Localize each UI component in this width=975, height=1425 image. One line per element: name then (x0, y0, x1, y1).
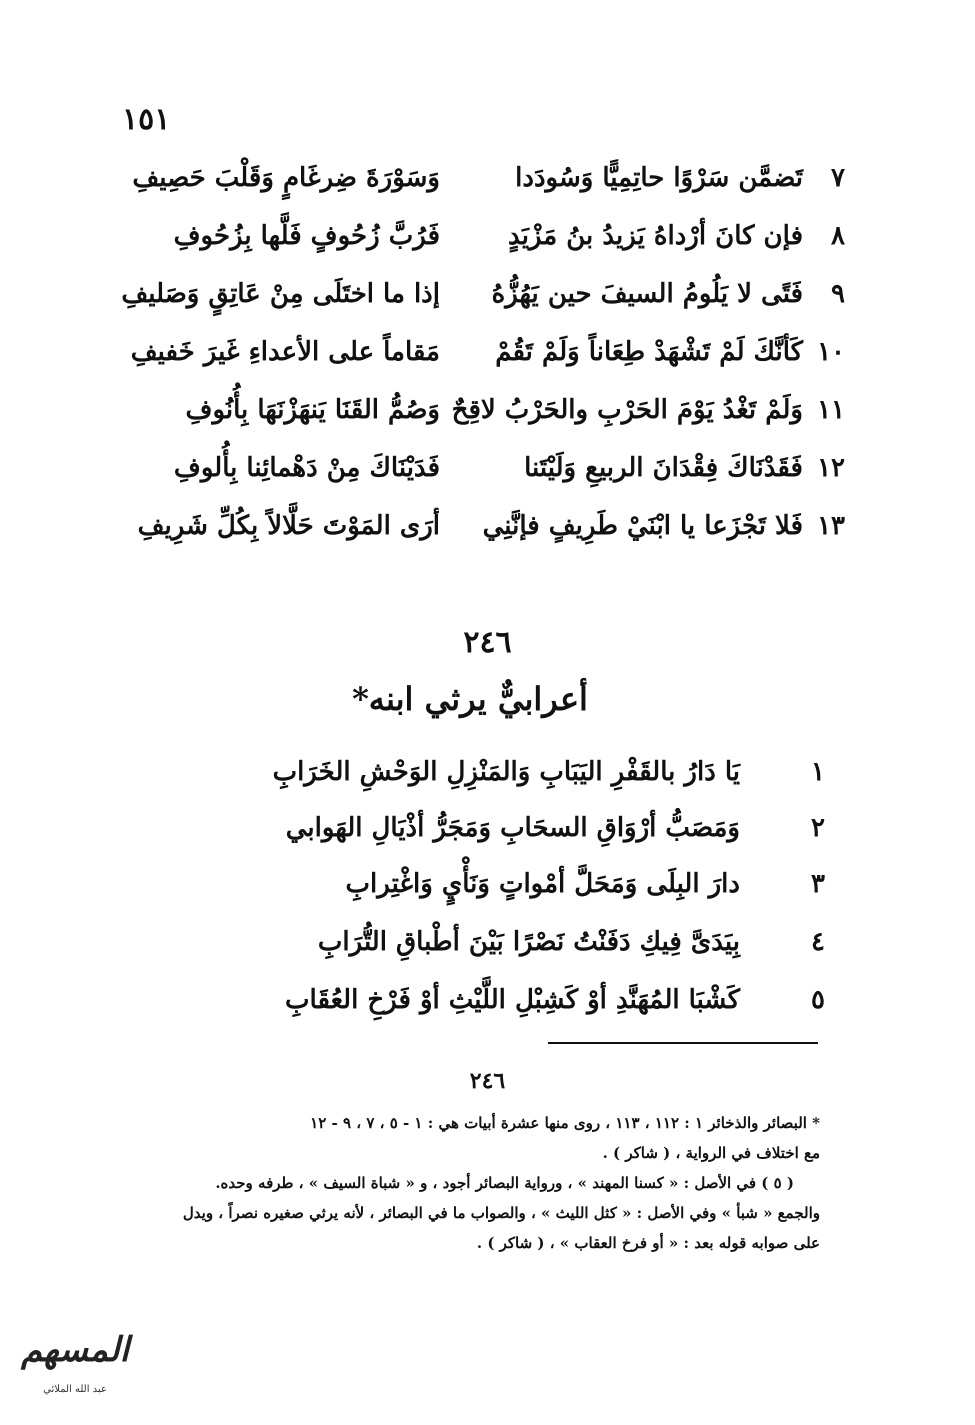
verse-text: دارَ البِلَى وَمَحَلَّ أمْواتٍ وَنَأْيٍ وَاغْتِرابِ (345, 869, 740, 899)
verse-line (120, 158, 845, 198)
verse-line (120, 332, 845, 372)
verse-number: ٧ (831, 163, 845, 193)
footnotes (130, 1108, 820, 1258)
verse-first-hemistich: تَضمَّن سَرْوًا حاتِمِيًّا وَسُودَدا (515, 163, 803, 193)
footnote-line: والجمع « شبأ » وفي الأصل : « كثل الليث » ، والصواب ما في البصائر ، لأنه يرثي صغيره نصراً ، ويدل (182, 1204, 820, 1222)
verse-line (120, 216, 845, 256)
library-stamp-logo (10, 1330, 140, 1410)
footnote-poem-number: ٢٤٦ (469, 1068, 506, 1094)
verse-first-hemistich: فَلا تَجْزَعا يا ابْنَيْ طَرِيفٍ فإنَّنِي (482, 511, 803, 541)
stamp-logo-text: المسهم (20, 1330, 130, 1370)
verse-text: يَا دَارُ بالقَفْرِ اليَبَابِ وَالمَنْزِلِ الوَحْشِ الخَرَابِ (272, 757, 740, 787)
verse-number: ١ (811, 757, 825, 787)
verse-number: ١٢ (817, 453, 845, 483)
verse-number: ١٠ (817, 337, 845, 367)
verse-line (120, 506, 845, 546)
verse-first-hemistich: وَلَمْ تَغْدُ يَوْمَ الحَرْبِ والحَرْبُ لاقِحٌ (451, 395, 803, 425)
verse-line (200, 808, 825, 848)
footnote-line: مع اختلاف في الرواية ، ( شاكر ) . (602, 1144, 820, 1162)
verse-second-hemistich: فَرُبَّ زُحُوفٍ فَلَّها بِزُحُوفِ (173, 221, 440, 251)
verse-number: ٢ (811, 813, 825, 843)
verse-line (200, 980, 825, 1020)
footnote-line: ( ٥ ) في الأصل : « كسنا المهند » ، ورواية البصائر أجود ، و « شباة السيف » ، طرفه وحده. (215, 1174, 794, 1192)
verse-second-hemistich: إذا ما اختَلَى مِنْ عَاتِقٍ وَصَليفِ (121, 279, 440, 309)
verse-first-hemistich: فَتًى لا يَلُومُ السيفَ حين يَهُزُّهُ (491, 279, 803, 309)
verse-second-hemistich: وَسَوْرَةَ ضِرغَامٍ وَقَلْبَ حَصِيفِ (132, 163, 440, 193)
verse-text: كَشْبَا المُهَنَّدِ أوْ كَشِبْلِ اللَّيْثِ أوْ فَرْخِ العُقَابِ (285, 985, 740, 1015)
stamp-logo-subtext: عبد الله الملائي (43, 1384, 107, 1395)
verse-number: ١٣ (817, 511, 845, 541)
verse-number: ٣ (811, 869, 825, 899)
verse-first-hemistich: فَقَدْنَاكَ فِقْدَانَ الربيعِ وَلَيْتَنا (524, 453, 803, 483)
verse-line (200, 752, 825, 792)
verse-line (120, 274, 845, 314)
footnote-line: على صوابه قوله بعد : « أو فرخ العقاب » ، ( شاكر ) . (476, 1234, 820, 1252)
poem-number: ٢٤٦ (463, 625, 512, 660)
verse-second-hemistich: مَقاماً على الأعداءِ غَيرَ خَفيفِ (130, 337, 440, 367)
verse-line (120, 390, 845, 430)
poem-title: أعرابيٌّ يرثي ابنه* (352, 680, 588, 718)
verse-number: ٩ (831, 279, 845, 309)
verse-second-hemistich: أرَى المَوْتَ حَلَّالاً بِكُلِّ شَرِيفِ (137, 511, 440, 541)
verse-line (120, 448, 845, 488)
page-number: ١٥١ (122, 102, 171, 137)
verse-text: وَمَصَبُّ أرْوَاقِ السحَابِ وَمَجَرُّ أذْيَالِ الهَوابي (285, 813, 740, 843)
verse-number: ٥ (811, 985, 825, 1015)
verse-second-hemistich: وَصُمُّ القَنَا يَنهَزْنَهَا بِأُنُوفِ (185, 395, 440, 425)
verse-number: ٤ (811, 927, 825, 957)
verse-first-hemistich: فإن كانَ أرْداهُ يَزيدُ بنُ مَزْيَدٍ (508, 221, 803, 251)
verse-number: ٨ (831, 221, 845, 251)
footnote-line: * البصائر والذخائر ١ : ١١٢ ، ١١٣ ، روى منها عشرة أبيات هي : ١ - ٥ ، ٧ ، ٩ - ١٢ (310, 1114, 820, 1132)
footnote-divider (548, 1042, 818, 1044)
verse-second-hemistich: فَدَيْنَاكَ مِنْ دَهْمائِنا بِأُلوفِ (173, 453, 440, 483)
verse-line (200, 864, 825, 904)
verse-number: ١١ (817, 395, 845, 425)
verse-first-hemistich: كَأنَّكَ لَمْ تَشْهَدْ طِعَاناً وَلَمْ تَقُمْ (495, 337, 803, 367)
verse-line (200, 922, 825, 962)
verse-text: بِيَدَىَّ فِيكِ دَفَنْتُ نَصْرًا بَيْنَ أطْباقِ التُّرَابِ (317, 927, 740, 957)
